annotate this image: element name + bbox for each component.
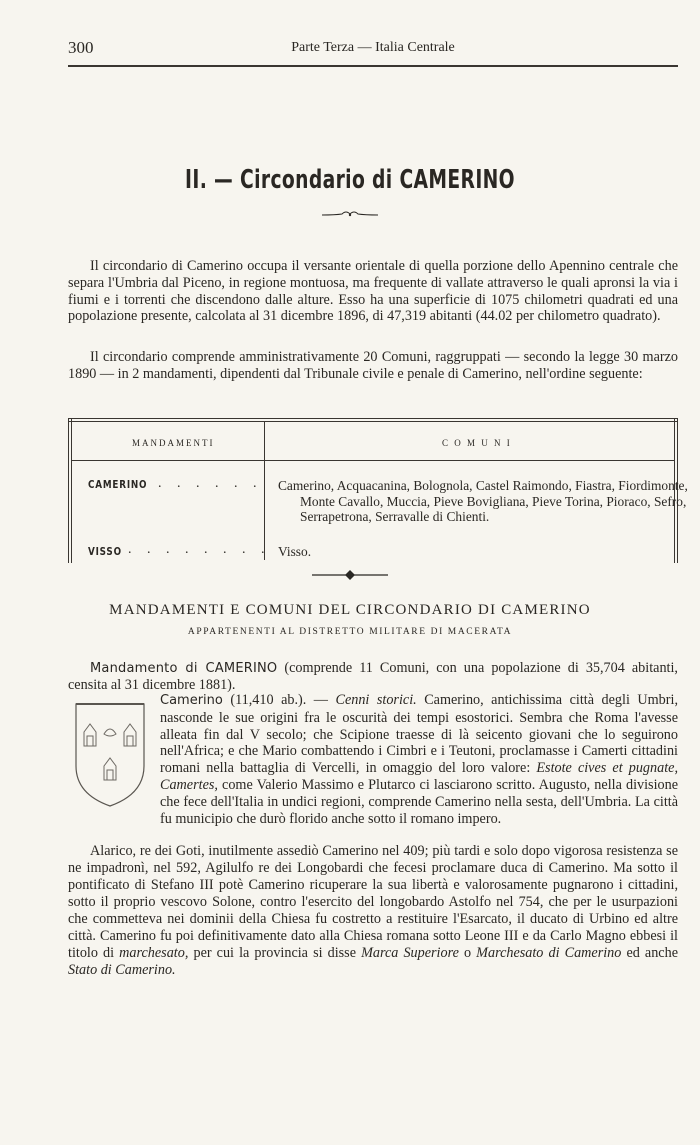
mandamento-camerino-intro [68, 660, 678, 694]
table-top-rule-inner [68, 421, 678, 422]
marchesato-word: marchesato, [119, 945, 189, 961]
table-top-rule [68, 418, 678, 419]
marchesato-di-camerino: Marchesato di Camerino [476, 945, 622, 961]
title-ornament-icon [320, 208, 380, 220]
row-comuni-camerino: Camerino, Acquacanina, Bolognola, Castel Raimondo, Fiastra, Fiordimonte, Monte Cavallo, Muccia, Pieve Bovigliana, Pieve Torina, Pioraco, Sefro, Serrapetrona, Serravalle di Chienti. [278, 478, 688, 525]
mandamenti-table [68, 418, 688, 563]
camerino-population: (11,410 ab.). — [222, 692, 336, 708]
table-header-rule [72, 460, 674, 461]
column-header-comuni: C O M U N I [442, 438, 512, 448]
header-rule [68, 65, 678, 67]
row-comuni-visso: Visso. [278, 544, 312, 559]
alarico-ed: ed anche [621, 945, 678, 961]
camerino-motto: Estote cives et pugnate, Camertes, [160, 760, 679, 793]
marca-superiore: Marca Superiore [361, 945, 459, 961]
section-title: MANDAMENTI E COMUNI DEL CIRCONDARIO DI CAMERINO [109, 602, 591, 618]
cenni-storici: Cenni storici. [335, 692, 417, 708]
stato-di-camerino: Stato di Camerino. [68, 962, 176, 978]
table-left-border-inner [71, 418, 72, 563]
mandamento-lead: Mandamento di CAMERINO [90, 661, 278, 676]
camerino-lead: Camerino [160, 693, 223, 708]
camerino-coat-of-arms-icon [68, 694, 152, 809]
mandamento-text: (comprende 11 Comuni, con una popolazione di 35,704 abitanti, censita al 31 dicembre 1881). [68, 660, 678, 693]
camerino-paragraph [68, 692, 678, 827]
section-ornament-icon [310, 568, 390, 582]
running-head [68, 38, 678, 60]
running-title: Parte Terza — Italia Centrale [291, 40, 455, 55]
page-number: 300 [68, 38, 94, 57]
row-dots-camerino: . . . . . . [158, 476, 263, 491]
alarico-o: o [458, 945, 477, 961]
camerino-text-2: come Valerio Massimo e Plutarco ci lasciarono scritto. Augusto, nella divisione che fece dell'Italia in undici regioni, comprende Camerino nella sesta, dell'Umbria. La città fu municipio che durò florido anche sotto il romano impero. [160, 776, 678, 827]
section-subtitle: APPARTENENTI AL DISTRETTO MILITARE DI MACERATA [187, 627, 513, 637]
table-column-divider [264, 422, 265, 560]
table-left-border [68, 418, 69, 563]
intro-paragraph-2: Il circondario comprende amministrativamente 20 Comuni, raggruppati — secondo la legge 30 marzo 1890 — in 2 mandamenti, dipendenti dal Tribunale civile e penale di Camerino, nell'ordine seguente: [68, 349, 678, 382]
row-mandamento-camerino: CAMERINO [88, 478, 148, 491]
alarico-text-1: Alarico, re dei Goti, inutilmente assediò Camerino nel 409; più tardi e solo dopo vigorosa resistenza se ne impadronì, nel 592, Agilulfo re dei Longobardi che fecesi proclamare duca di Camerino. Ma sotto il pontificato di Stefano III potè Camerino ricuperare la sua libertà e valorosamente pugnarono i cittadini, sotto il proprio vescovo Solone, contro l'esercito del longobardo Astolfo nel 754, che per le usurpazioni che commetteva nei dominii della Chiesa fu costretto a restituire l'Esarcato, il ducato di Urbino ed altre città. Camerino fu poi definitivamente dato alla Chiesa romana sotto Leone III e da Carlo Magno ebbesi il titolo di [68, 843, 678, 961]
intro-paragraph-1: Il circondario di Camerino occupa il versante orientale di quella porzione dello Apennino centrale che separa l'Umbria dal Piceno, in regione montuosa, ma frequente di vallate attraverso le quali apronsi la via i fiumi e i torrenti che discendono dalle alture. Esso ha una superficie di 1075 chilometri quadrati ed una popolazione presente, calcolata al 31 dicembre 1896, di 47,319 abitanti (44.02 per chilometro quadrato). [68, 258, 678, 325]
row-mandamento-visso: VISSO [88, 545, 122, 558]
chapter-title: II. — Circondario di CAMERINO [185, 165, 515, 195]
alarico-text-2: per cui la provincia si disse [188, 945, 362, 961]
camerino-text-1: Camerino, antichissima città degli Umbri, nasconde le sue origini fra le oscurità dei tempi esostorici. Sembra che Roma l'avesse alleata fin dal V secolo; che Scipione traesse di là seicento giovani che lo seguirono nell'Africa; e che Mario combattendo i Cimbri e i Teutoni, proclamasse i Camerti cittadini romani nella battaglia di Vercelli, in omaggio del loro valore: [160, 692, 678, 777]
column-header-mandamenti: MANDAMENTI [132, 438, 215, 448]
row-dots-visso: . . . . . . . . [128, 542, 271, 557]
alarico-paragraph [68, 843, 678, 979]
